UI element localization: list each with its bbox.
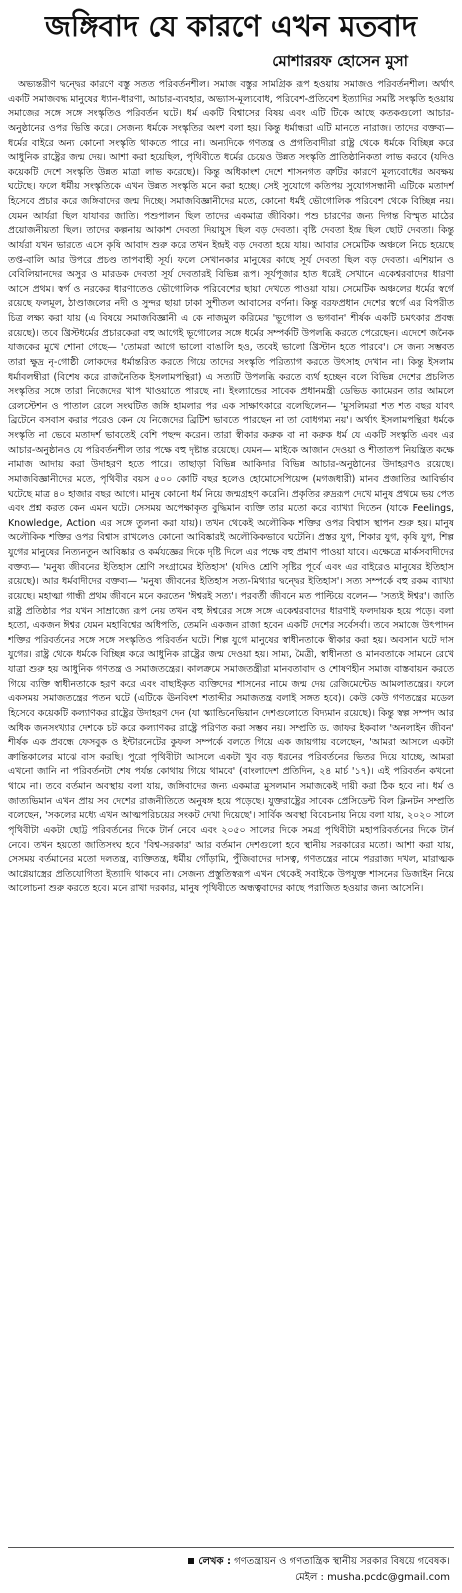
mail-label: মেইল : bbox=[295, 1572, 324, 1583]
article-body: অভ্যন্তরীণ দ্বন্দ্বের কারণে বস্তু সতত পরিবর্তনশীল। সমাজ বস্তুর সামগ্রিক রূপ হওয়ায় সমাজও পরিবর্তনশীল। অর্থাৎ একটি সমাজবদ্ধ মানুষের ধ্যান-ধারণা, আচার-ব্যবহার, অভ্যাস-মূল্যবোধ, পরিবেশ-প্রতিবেশ ইত্যাদির সমষ্টি সংস্কৃতি হওয়ায় সমাজের সঙ্গে সঙ্গে সংস্কৃতিও পরিবর্তন ঘটে। ধর্ম একটি বিশ্বাসের বিষয় এবং এটি টিকে আছে কতকগুলো আচার-অনুষ্ঠানের ওপর ভিত্তি করে। সেজন্য ধর্মকে সংস্কৃতির অংশ বলা হয়। কিন্তু ধর্মান্ধরা এটি মানতে নারাজ। তাদের বক্তব্য— ধর্মের বাইরে অন্য কোনো সংস্কৃতি থাকতে পারে না। অন্যদিকে গণতন্ত্র ও প্রগতিবাদীরা রাষ্ট্র থেকে ধর্মকে বিচ্ছিন্ন করে আধুনিক রাষ্ট্রের জন্ম দেয়। আশা করা হয়েছিল, পৃথিবীতে ধর্মের চেয়েও উন্নত সংস্কৃতি প্রাতিষ্ঠানিকতা লাভ করবে (যদিও কয়েকটি দেশে সংস্কৃতি উন্নত মাত্রা লাভ করেছে)। কিন্তু অধিকাংশ দেশে শাসনগত ত্রুটির কারণে মূল্যবোধের অবক্ষয় ঘটেছে। ফলে ধর্মীয় সংস্কৃতিকে এখন উন্নত সংস্কৃতি মনে করা হচ্ছে। সেই সুযোগে কতিপয় সুযোগসন্ধানী এটিকে মতাদর্শ হিসেবে প্রচার করে জঙ্গিবাদের জন্ম দিচ্ছে। সমাজবিজ্ঞানীদের মতে, কোনো ধর্মই ভৌগোলিক পরিবেশ থেকে বিচ্ছিন্ন নয়। যেমন আর্যরা ছিল যাযাবর জাতি। পশুপালন ছিল তাদের একমাত্র জীবিকা। পশু চারণের জন্য দিগন্ত বিস্মৃত মাঠের প্রয়োজনীয়তা ছিল। তাদের কল্পনায় আকাশ দেবতা দিয়াযুস ছিল বড় দেবতা। বৃষ্টি দেবতা ইন্দ্র ছিল ছোট দেবতা। কিন্তু আর্যরা যখন ভারতে এসে কৃষি আবাদ শুরু করে তখন ইন্দ্রই বড় দেবতা হয়ে যায়। আবার সেমেটিক অঞ্চলে নিচে হয়েছে তপ্ত-বালি আর উপরে প্রচণ্ড তাপবাহী সূর্য। ফলে সেখানকার মানুষের কাছে সূর্য দেবতা ছিল বড় দেবতা। এশিয়ান ও বেবিলিয়ানদের অসুর ও মারডক দেবতা সূর্য দেবতারই বিভিন্ন রূপ। সূর্যপূজার হাত ধরেই সেখানে একেশ্বরবাদের ধারণা আসে প্রথম। স্বর্গ ও নরকের ধারণাতেও ভৌগোলিক পরিবেশের ছায়া দেখতে পাওয়া যায়। সেমেটিক অঞ্চলের ধর্মের স্বর্গে রয়েছে ফলমূল, ঠাণ্ডাজলের নদী ও সুন্দর ছায়া ঢাকা সুশীতল আবাসের বর্ণনা। কিন্তু বরফপ্রধান দেশের স্বর্গে এর বিপরীত চিত্র লক্ষ্য করা যায় (এ বিষয়ে সমাজবিজ্ঞানী এ কে নাজমুল করিমের 'ভূগোল ও ভগবান' শীর্ষক একটি চমৎকার প্রবন্ধ রয়েছে)। তবে খ্রিস্টধর্মের প্রচারকেরা বহু আগেই ভূগোলের সঙ্গে ধর্মের সম্পর্কটি উপলব্ধি করতে পেরেছেন। এদেশে জনৈক যাজকের মুখে শোনা গেছে— 'তোমরা আগে ভালো বাঙালি হও, তবেই ভালো খ্রিস্টান হতে পারবে'। সে জন্য সম্ভবত তারা ক্ষুদ্র নৃ-গোষ্ঠী লোকদের ধর্মান্তরিত করতে গিয়ে তাদের সংস্কৃতি পরিত্যাগ করতে উৎসাহ দেখান না। কিন্তু ইসলাম ধর্মাবলম্বীরা (বিশেষ করে রাজনৈতিক ইসলামপন্থিরা) এ সত্যটি উপলব্ধি করতে ব্যর্থ হচ্ছেন বলে বিভিন্ন দেশের প্রচলিত সংস্কৃতির সঙ্গে তারা নিজেদের খাপ খাওয়াতে পারছে না। ইংল্যান্ডের সাবেক প্রধানমন্ত্রী ডেভিড ক্যামেরন তার আমলে রেলস্টেশন ও পাতাল রেলে সংঘটিত জঙ্গি হামলার পর এক সাক্ষাৎকারে বলেছিলেন— 'মুসলিমরা শত শত বছর যাবৎ ব্রিটেনে বসবাস করার পরেও কেন যে নিজেদের ব্রিটিশ ভাবতে পারছেন না তা বোধগম্য নয়'। অর্থাৎ ইসলামপন্থিরা ধর্মকে সংস্কৃতি না ভেবে মতাদর্শ ভাবতেই বেশি পছন্দ করেন। তারা স্বীকার করুক বা না করুক ধর্ম যে একটি সংস্কৃতি এবং এর আচার-অনুষ্ঠানও যে পরিবর্তনশীল তার পক্ষে বহু দৃষ্টান্ত রয়েছে। যেমন— মাইকে আজান দেওয়া ও শীতাতপ নিয়ন্ত্রিত কক্ষে নামাজ আদায় করা উদাহরণ হতে পারে। তাছাড়া বিভিন্ন আকিদার বিভিন্ন আচার-অনুষ্ঠানের উদাহরণও রয়েছে। সমাজবিজ্ঞানীদের মতে, পৃথিবীর বয়স ৫০০ কোটি বছর হলেও হোমোসেপিয়েন্স (মগজধারী) মানব প্রজাতির আবির্ভাব ঘটেছে মাত্র ৪০ হাজার বছর আগে। মানুষ কোনো ধর্ম নিয়ে জন্মগ্রহণ করেনি। প্রকৃতির রুদ্ররূপ দেখে মানুষ প্রথমে ভয় পেত এবং প্রশ্ন করত কেন এমন ঘটে। সেসময় অপেক্ষাকৃত বুদ্ধিমান ব্যক্তি তার মতো করে ব্যাখ্যা দিতেন (যাকে Feelings, Knowledge, Action এর সঙ্গে তুলনা করা যায়)। তখন থেকেই অলৌকিক শক্তির ওপর বিশ্বাস স্থাপন শুরু হয়। মানুষ অলৌকিক শক্তির ওপর বিশ্বাস রাখলেও কোনো আবিষ্কারই অলৌকিকভাবে ঘটেনি। প্রস্তর যুগ, শিকার যুগ, কৃষি যুগ, শিল্প যুগের মানুষের নিত্যনতুন আবিষ্কার ও কর্মযজ্ঞের দিকে দৃষ্টি দিলে এর পক্ষে বহু প্রমাণ পাওয়া যাবে। এক্ষেত্রে মার্কসবাদীদের বক্তব্য— 'মনুষ্য জীবনের ইতিহাস শ্রেণি সংগ্রামের ইতিহাস' (যদিও শ্রেণি সৃষ্টির পূর্বে এবং এর বাইরেও মানুষের ইতিহাস রয়েছে)। আর ধর্মবাদীদের বক্তব্য— 'মনুষ্য জীবনের ইতিহাস সত্য-মিথ্যার দ্বন্দ্বের ইতিহাস'। সত্য সম্পর্কে বহু রকম ব্যাখ্যা রয়েছে। মহাত্মা গান্ধী প্রথম জীবনে মনে করতেন 'ঈশ্বরই সত্য'। পরবর্তী জীবনে মত পাল্টিয়ে বলেন— 'সত্যই ঈশ্বর'। জাতি রাষ্ট্র প্রতিষ্ঠার পর যখন সাম্রাজ্যে রূপ নেয় তখন বহু ঈশ্বরের সঙ্গে সঙ্গে একেশ্বরবাদের ধারণাই ফলদায়ক হয়ে পড়ে। বলা হতো, একজন ঈশ্বর যেমন মহাবিশ্বের অধিপতি, তেমনি একজন রাজা হবেন একটি দেশের সর্বেসর্বা। তবে সমাজে উৎপাদন শক্তির পরিবর্তনের সঙ্গে সঙ্গে সংস্কৃতিও পরিবর্তন ঘটে। শিল্প যুগে মানুষের স্বাধীনতাকে স্বীকার করা হয়। অবসান ঘটে দাস যুগের। রাষ্ট্র থেকে ধর্মকে বিচ্ছিন্ন করে আধুনিক রাষ্ট্রের জন্ম দেওয়া হয়। সাম্য, মৈত্রী, স্বাধীনতা ও মানবতাকে সামনে রেখে যাত্রা শুরু হয় আধুনিক গণতন্ত্র ও সমাজতন্ত্রের। কালক্রমে সমাজতন্ত্রীরা মানবতাবাদ ও শোষণহীন সমাজ বাস্তবায়ন করতে গিয়ে ব্যক্তি স্বাধীনতাকে হরণ করে এবং বাছাইকৃত ব্যক্তিদের শাসনের নামে জন্ম দেয় রেজিমেন্টেড আমলাতন্ত্রের। ফলে একসময় সমাজতন্ত্রের পতন ঘটে (এটিকে ঊনবিংশ শতাব্দীর সমাজতন্ত্র বলাই সঙ্গত হবে)। কেউ কেউ গণতন্ত্রের মডেল হিসেবে কয়েকটি কল্যাণকর রাষ্ট্রের উদাহরণ দেন (যা স্ক্যান্ডিনেভিয়ান দেশগুলোতে বিদ্যমান রয়েছে)। কিন্তু স্বল্প সম্পদ আর অধিক জনসংখ্যার দেশকে চট করে কল্যাণকর রাষ্ট্রে পরিণত করা সম্ভব নয়। সম্প্রতি ড. জাফর ইকবাল 'অনলাইন জীবন' শীর্ষক এক প্রবন্ধে ফেসবুক ও ইন্টারনেটের কুফল সম্পর্কে বলতে গিয়ে এক জায়গায় বলেছেন, 'আমরা আসলে একটা ক্রান্তিকালের মাঝে বাস করছি। পুরো পৃথিবীটা আসলে একটা খুব বড় ধরনের পরিবর্তনের ভিতর দিয়ে যাচ্ছে, আমরা এখনো জানি না পরিবর্তনটা শেষ পর্যন্ত কোথায় গিয়ে থামবে' (বাংলাদেশ প্রতিদিন, ২৪ মার্চ '১৭)। এই পরিবর্তন কখনো থামে না। তবে বর্তমান অবস্থায় বলা যায়, জঙ্গিবাদের জন্য একমাত্র মুসলমান সমাজকেই দায়ী করা ঠিক হবে না। ধর্ম ও জাত্যভিমান এখন প্রায় সব দেশের রাজনীতিতে অনুষঙ্গ হয়ে পড়েছে। যুক্তরাষ্ট্রের সাবেক প্রেসিডেন্ট বিল ক্লিনটন সম্প্রতি বলেছেন, 'সকলের মধ্যে এখন আত্মপরিচয়ের সংকট দেখা দিয়েছে'। সার্বিক অবস্থা বিবেচনায় নিয়ে বলা যায়, ২০২০ সালে পৃথিবীটা একটা ছোট্ট পরিবর্তনের দিকে টার্ন নেবে এবং ২০৫০ সালের দিকে সমগ্র পৃথিবীটা মহাপরিবর্তনের দিকে টার্ন নেবে। তখন হয়তো জাতিসংঘ হবে 'বিশ্ব-সরকার' আর বর্তমান দেশগুলো হবে স্থানীয় সরকারের মতো। আশা করা যায়, সেসময় বর্তমানের মতো দলতন্ত্র, ব্যক্তিতন্ত্র, ধর্মীয় গোঁড়ামি, পুঁজিবাদের দাসত্ব, গণতন্ত্রের নামে পররাজ্য দখল, মারাত্মক আগ্নেয়াস্ত্রের প্রতিযোগিতা ইত্যাদি থাকবে না। সেজন্য প্রস্তুতিস্বরূপ এখন থেকেই সবাইকে উপযুক্ত শাসনের ডিজাইন নিয়ে আলোচনা শুরু করতে হবে। মনে রাখা দরকার, মানুষ পৃথিবীতে অন্ধত্ববাদের কাছে পরাজিত হওয়ার জন্য আসেনি। bbox=[8, 79, 454, 895]
author-note bbox=[8, 1554, 454, 1570]
article-byline: মোশাররফ হোসেন মুসা bbox=[272, 52, 408, 70]
author-label: লেখক : bbox=[198, 1556, 231, 1567]
author-email-line bbox=[8, 1570, 454, 1586]
author-bio: গণতন্ত্রায়ন ও গণতান্ত্রিক স্থানীয় সরকার বিষয়ে গবেষক। bbox=[234, 1556, 450, 1567]
article-headline: জঙ্গিবাদ যে কারণে এখন মতবাদ bbox=[44, 9, 418, 43]
bullet-icon bbox=[188, 1558, 194, 1564]
author-email: musha.pcdc@gmail.com bbox=[327, 1572, 450, 1583]
footer-divider bbox=[8, 1547, 454, 1548]
